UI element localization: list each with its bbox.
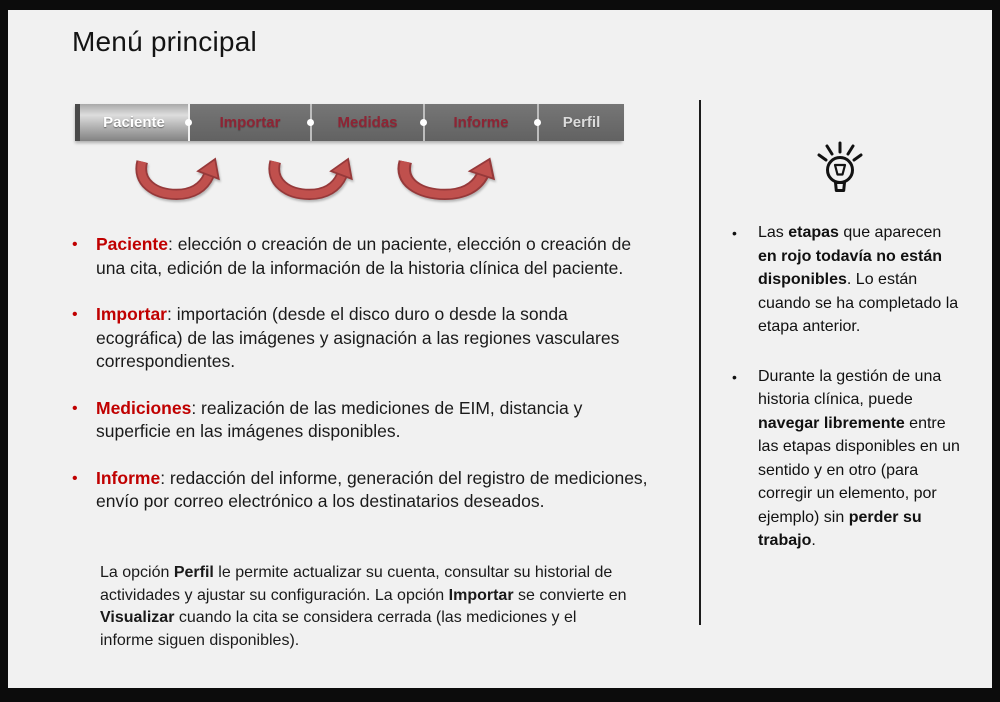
menu-description-list	[72, 233, 650, 537]
menu-item-label: Informe	[453, 114, 509, 131]
bullet-text: Informe: redacción del informe, generación del registro de mediciones, envío por correo electrónico a los destinatarios deseados.	[96, 467, 648, 511]
tips-list	[732, 221, 964, 579]
bullet-dot-icon: •	[72, 399, 78, 417]
bullet-dot-icon: •	[72, 236, 78, 253]
menu-bar	[75, 104, 622, 141]
tip-text: Las etapas que aparecen en rojo todavía no están disponibles. Lo están cuando se ha completado la etapa anterior.	[758, 224, 959, 335]
menu-item-medidas[interactable]	[312, 104, 423, 141]
bullet-dot-icon: •	[732, 368, 737, 385]
tip-text: Durante la gestión de una historia clínica, puede navegar libremente entre las etapas disponibles en un sentido y en otro (para corregir un elemento, por ejemplo) sin perder su trabajo.	[758, 367, 960, 549]
separator-dot-icon	[307, 119, 314, 126]
step-arrow-icon	[268, 153, 358, 203]
menu-separator	[423, 104, 425, 141]
menu-item-importar[interactable]	[190, 104, 310, 141]
menu-separator	[537, 104, 539, 141]
menu-item-label: Perfil	[562, 114, 601, 131]
list-item	[72, 233, 650, 280]
bullet-text: Importar: importación (desde el disco duro o desde la sonda ecográfica) de las imágenes y asignación a las regiones vasculares correspondientes.	[96, 304, 620, 371]
step-arrow-icon	[135, 153, 225, 203]
bullet-text: Paciente: elección o creación de un paciente, elección o creación de una cita, edición de la información de la historia clínica del paciente.	[96, 234, 632, 278]
vertical-divider	[699, 100, 701, 625]
menu-item-paciente[interactable]	[80, 104, 188, 141]
menu-item-informe[interactable]	[425, 104, 537, 141]
tip-item	[732, 365, 964, 553]
step-arrow-icon	[397, 153, 501, 203]
menu-item-perfil[interactable]	[539, 104, 624, 141]
menu-separator	[188, 104, 190, 141]
menu-item-label: Paciente	[103, 114, 165, 131]
separator-dot-icon	[420, 119, 427, 126]
list-item	[72, 303, 650, 374]
bullet-dot-icon: •	[72, 469, 78, 487]
page-title: Menú principal	[72, 26, 257, 57]
bullet-text: Mediciones: realización de las mediciones de EIM, distancia y superficie en las imágenes disponibles.	[96, 397, 583, 441]
menu-item-label: Importar	[219, 114, 281, 131]
list-item	[72, 397, 650, 444]
separator-dot-icon	[185, 119, 192, 126]
tip-item	[732, 221, 964, 339]
bullet-dot-icon: •	[72, 306, 78, 323]
perfil-note: La opción Perfil le permite actualizar su cuenta, consultar su historial de actividades y ajustar su configuración. La opción Importar se convierte en Visualizar cuando la cita se considera cerrada (las mediciones y el informe siguen disponibles).	[100, 564, 627, 649]
separator-dot-icon	[534, 119, 541, 126]
bullet-dot-icon: •	[732, 225, 737, 241]
menu-item-label: Medidas	[337, 114, 398, 131]
lightbulb-icon	[816, 136, 864, 198]
menu-separator	[310, 104, 312, 141]
list-item	[72, 467, 650, 514]
